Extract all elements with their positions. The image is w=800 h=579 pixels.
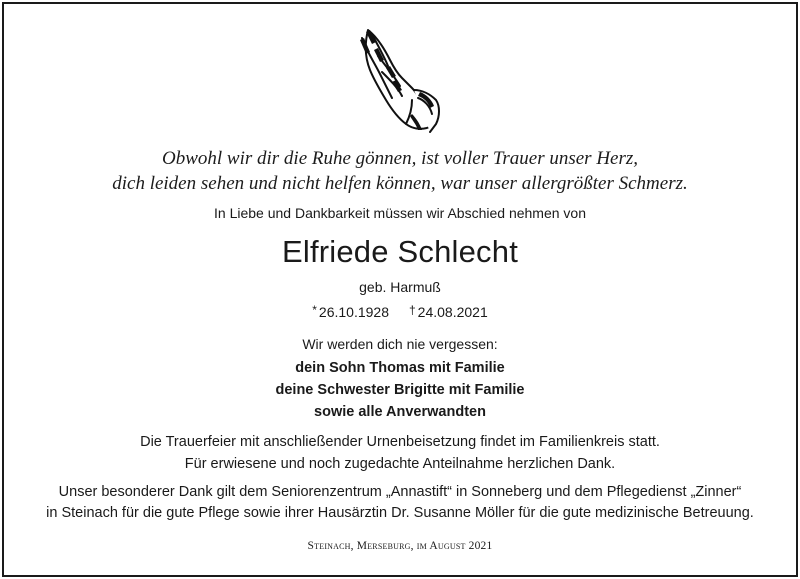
death-date-group (409, 303, 488, 320)
birth-name: geb. Harmuß (359, 279, 441, 295)
thanks-line-2: in Steinach für die gute Pflege sowie ihrer Hausärztin Dr. Susanne Möller für die gute medizinische Betreuung. (46, 505, 754, 521)
cross-icon: † (408, 303, 416, 317)
poem-line-2: dich leiden sehen und nicht helfen können, war unser allergrößter Schmerz. (112, 173, 688, 194)
remember-line: Wir werden dich nie vergessen: (302, 336, 498, 352)
mourner-2: deine Schwester Brigitte mit Familie (275, 382, 525, 398)
birth-symbol: * (312, 303, 317, 317)
deceased-name: Elfriede Schlecht (281, 234, 519, 269)
thanks-line-1: Unser besonderer Dank gilt dem Seniorenzentrum „Annastift“ in Sonneberg und dem Pflegedienst „Zinner“ (58, 484, 742, 500)
mourner-1: dein Sohn Thomas mit Familie (295, 360, 505, 376)
intro-text: In Liebe und Dankbarkeit müssen wir Abschied nehmen von (214, 205, 586, 221)
ceremony-line-2: Für erwiesene und noch zugedachte Anteilnahme herzlichen Dank. (184, 456, 616, 472)
praying-hands-icon (352, 26, 444, 134)
place-and-date: Steinach, Merseburg, im August 2021 (307, 540, 493, 552)
mourner-3: sowie alle Anverwandten (314, 404, 486, 420)
birth-date-group (312, 303, 389, 320)
death-date: 24.08.2021 (417, 304, 488, 320)
ceremony-line-1: Die Trauerfeier mit anschließender Urnenbeisetzung findet im Familienkreis statt. (140, 434, 660, 450)
poem-line-1: Obwohl wir dir die Ruhe gönnen, ist voller Trauer unser Herz, (161, 148, 639, 169)
birth-date: 26.10.1928 (318, 304, 389, 320)
life-dates (0, 303, 800, 320)
